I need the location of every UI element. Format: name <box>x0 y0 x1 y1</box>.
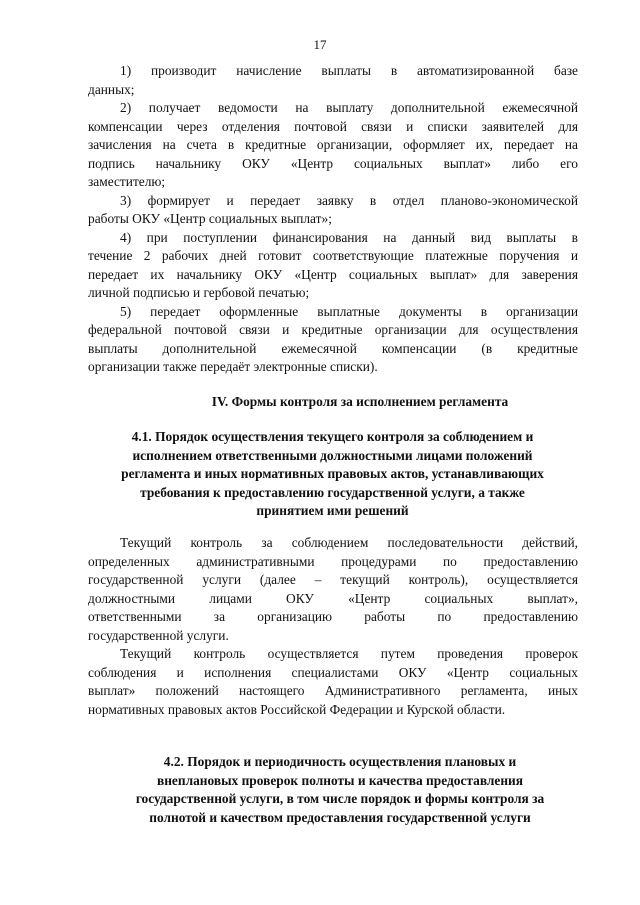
paragraph-control-method: Текущий контроль осуществляется путем проведения проверок соблюдения и исполнения специалистами ОКУ «Центр социальных выплат» положений настоящего Административного регламента, иных нормативных правовых актов Российской Федерации и Курской области. <box>88 646 578 717</box>
subsection-4-2-title: 4.2. Порядок и периодичность осуществления плановых и внеплановых проверок полноты и качества предоставления государственной услуги, в том числе порядок и формы контроля за полнотой и качеством предоставления государственной услуги <box>135 754 545 825</box>
list-item-2: 2) получает ведомости на выплату дополнительной ежемесячной компенсации через отделения почтовой связи и списки заявителей для зачисления на счета в кредитные организации, оформляет их, передает на подпись начальнику ОКУ «Центр социальных выплат» либо его заместителю; <box>88 100 578 189</box>
list-item-5: 5) передает оформленные выплатные документы в организации федеральной почтовой связи и кредитные организации для осуществления выплаты дополнительной ежемесячной компенсации (в кредитные организации также передаёт электронные списки). <box>88 303 578 374</box>
section-iv-title: IV. Формы контроля за исполнением регламента <box>211 394 509 409</box>
paragraph-current-control: Текущий контроль за соблюдением последовательности действий, определенных административными процедурами по предоставлению государственной услуги (далее – текущий контроль), осуществляется должностными лицами ОКУ «Центр социальных выплат», ответственными за организацию работы по предоставлению государственной услуги. <box>88 535 578 643</box>
list-item-3: 3) формирует и передает заявку в отдел планово-экономической работы ОКУ «Центр социальных выплат»; <box>88 192 578 226</box>
procedure-list <box>88 62 578 377</box>
list-item-1: 1) производит начисление выплаты в автоматизированной базе данных; <box>88 63 578 97</box>
list-item-4: 4) при поступлении финансирования на данный вид выплаты в течение 2 рабочих дней готовит соответствующие платежные поручения и передает их начальнику ОКУ «Центр социальных выплат» для заверения личной подписью и гербовой печатью; <box>88 229 578 300</box>
subsection-4-1-title: 4.1. Порядок осуществления текущего контроля за соблюдением и исполнением ответственными должностными лицами положений регламента и иных нормативных правовых актов, устанавливающих требования к предоставлению государственной услуги, а также принятием ими решений <box>121 429 544 518</box>
page-number: 17 <box>313 37 327 52</box>
